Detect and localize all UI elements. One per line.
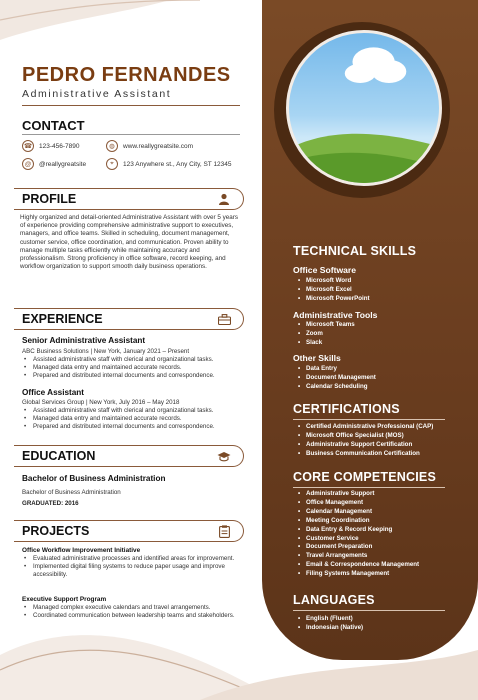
list-item: • Calendar Scheduling xyxy=(298,383,376,392)
list-item: • Microsoft Excel xyxy=(298,286,370,295)
list-item: • Data Entry xyxy=(298,365,376,374)
contact-heading: CONTACT xyxy=(22,118,85,133)
skill-list xyxy=(298,321,355,348)
person-icon xyxy=(216,191,232,207)
at-icon: @ xyxy=(22,158,34,170)
core-competencies-heading: CORE COMPETENCIES xyxy=(293,470,436,484)
contact-address: ⌖ 123 Anywhere st., Any City, ST 12345 xyxy=(106,158,232,170)
divider xyxy=(293,419,445,420)
list-item: • Zoom xyxy=(298,330,355,339)
list-item: • Evaluated administrative processes and identified areas for improvement. xyxy=(24,555,244,563)
job-title: Office Assistant xyxy=(22,388,85,397)
skill-group-title: Office Software xyxy=(293,265,357,275)
list-item: • Calendar Management xyxy=(298,508,419,517)
skill-list xyxy=(298,277,370,304)
list-item: • English (Fluent) xyxy=(298,615,363,624)
graduation-year: GRADUATED: 2016 xyxy=(22,500,79,507)
project-bullets xyxy=(24,604,244,620)
list-item: • Filing Systems Management xyxy=(298,570,419,579)
divider xyxy=(293,610,445,611)
list-item: • Prepared and distributed internal documents and correspondence. xyxy=(24,423,244,431)
list-item: • Business Communication Certification xyxy=(298,450,433,459)
certification-list xyxy=(298,423,433,459)
list-item: • Microsoft Teams xyxy=(298,321,355,330)
list-item: • Assisted administrative staff with clerical and organizational tasks. xyxy=(24,407,244,415)
list-item: • Managed complex executive calendars and travel arrangements. xyxy=(24,604,244,612)
list-item: • Administrative Support Certification xyxy=(298,441,433,450)
project-title: Executive Support Program xyxy=(22,596,107,603)
list-item: • Indonesian (Native) xyxy=(298,624,363,633)
education-heading: EDUCATION xyxy=(22,449,96,463)
list-item: • Meeting Coordination xyxy=(298,517,419,526)
job-role: Administrative Assistant xyxy=(22,88,172,100)
list-item: • Microsoft PowerPoint xyxy=(298,295,370,304)
language-list xyxy=(298,615,363,633)
experience-heading: EXPERIENCE xyxy=(22,312,103,326)
list-item: • Prepared and distributed internal documents and correspondence. xyxy=(24,372,244,380)
globe-icon: ◍ xyxy=(106,140,118,152)
certifications-heading: CERTIFICATIONS xyxy=(293,402,400,416)
divider xyxy=(293,487,445,488)
contact-website: ◍ www.reallygreatsite.com xyxy=(106,140,193,152)
degree-name: Bachelor of Business Administration xyxy=(22,474,166,483)
technical-skills-heading: TECHNICAL SKILLS xyxy=(293,244,417,258)
skill-list xyxy=(298,365,376,392)
location-icon: ⌖ xyxy=(106,158,118,170)
job-title: Senior Administrative Assistant xyxy=(22,336,146,345)
list-item: • Customer Service xyxy=(298,535,419,544)
list-item: • Certified Administrative Professional (CAP) xyxy=(298,423,433,432)
list-item: • Managed data entry and maintained accurate records. xyxy=(24,415,244,423)
school-name: Bachelor of Business Administration xyxy=(22,489,121,496)
list-item: • Coordinated communication between leadership teams and stakeholders. xyxy=(24,612,244,620)
profile-summary: Highly organized and detail-oriented Administrative Assistant with over 5 years of experience providing comprehensive administrative support to executives, managers, and office teams. Skilled in scheduling, document management, customer service, office coordination, and communication. Proven ability to manage multiple tasks efficiently while maintaining accuracy and professionalism. Strong proficiency in office software, record keeping, and workflow organization to support smooth daily business operations. xyxy=(20,214,239,271)
list-item: • Microsoft Word xyxy=(298,277,370,286)
job-meta: Global Services Group | New York, July 2016 – May 2018 xyxy=(22,399,180,406)
job-bullets xyxy=(24,356,244,380)
project-bullets xyxy=(24,555,244,579)
project-title: Office Workflow Improvement Initiative xyxy=(22,547,141,554)
candidate-name: PEDRO FERNANDES xyxy=(22,64,231,86)
projects-heading: PROJECTS xyxy=(22,524,90,538)
list-item: • Email & Correspondence Management xyxy=(298,561,419,570)
divider xyxy=(22,105,240,106)
languages-heading: LANGUAGES xyxy=(293,593,375,607)
contact-phone: ☎ 123-456-7890 xyxy=(22,140,79,152)
briefcase-icon xyxy=(216,311,232,327)
list-item: • Assisted administrative staff with clerical and organizational tasks. xyxy=(24,356,244,364)
phone-icon: ☎ xyxy=(22,140,34,152)
clipboard-icon xyxy=(216,523,232,539)
list-item: • Microsoft Office Specialist (MOS) xyxy=(298,432,433,441)
list-item: • Slack xyxy=(298,339,355,348)
list-item: • Administrative Support xyxy=(298,490,419,499)
sidebar-content xyxy=(262,0,478,660)
list-item: • Office Management xyxy=(298,499,419,508)
list-item: • Managed data entry and maintained accurate records. xyxy=(24,364,244,372)
list-item: • Implemented digital filing systems to reduce paper usage and improve accessibility. xyxy=(24,563,244,579)
profile-heading: PROFILE xyxy=(22,192,77,206)
graduation-cap-icon xyxy=(216,448,232,464)
list-item: • Data Entry & Record Keeping xyxy=(298,526,419,535)
divider xyxy=(22,134,240,135)
job-bullets xyxy=(24,407,244,431)
list-item: • Document Preparation xyxy=(298,543,419,552)
list-item: • Document Management xyxy=(298,374,376,383)
contact-social: @ @reallygreatsite xyxy=(22,158,86,170)
skill-group-title: Other Skills xyxy=(293,353,341,363)
job-meta: ABC Business Solutions | New York, January 2021 – Present xyxy=(22,348,190,355)
list-item: • Travel Arrangements xyxy=(298,552,419,561)
competency-list xyxy=(298,490,419,579)
skill-group-title: Administrative Tools xyxy=(293,310,378,320)
